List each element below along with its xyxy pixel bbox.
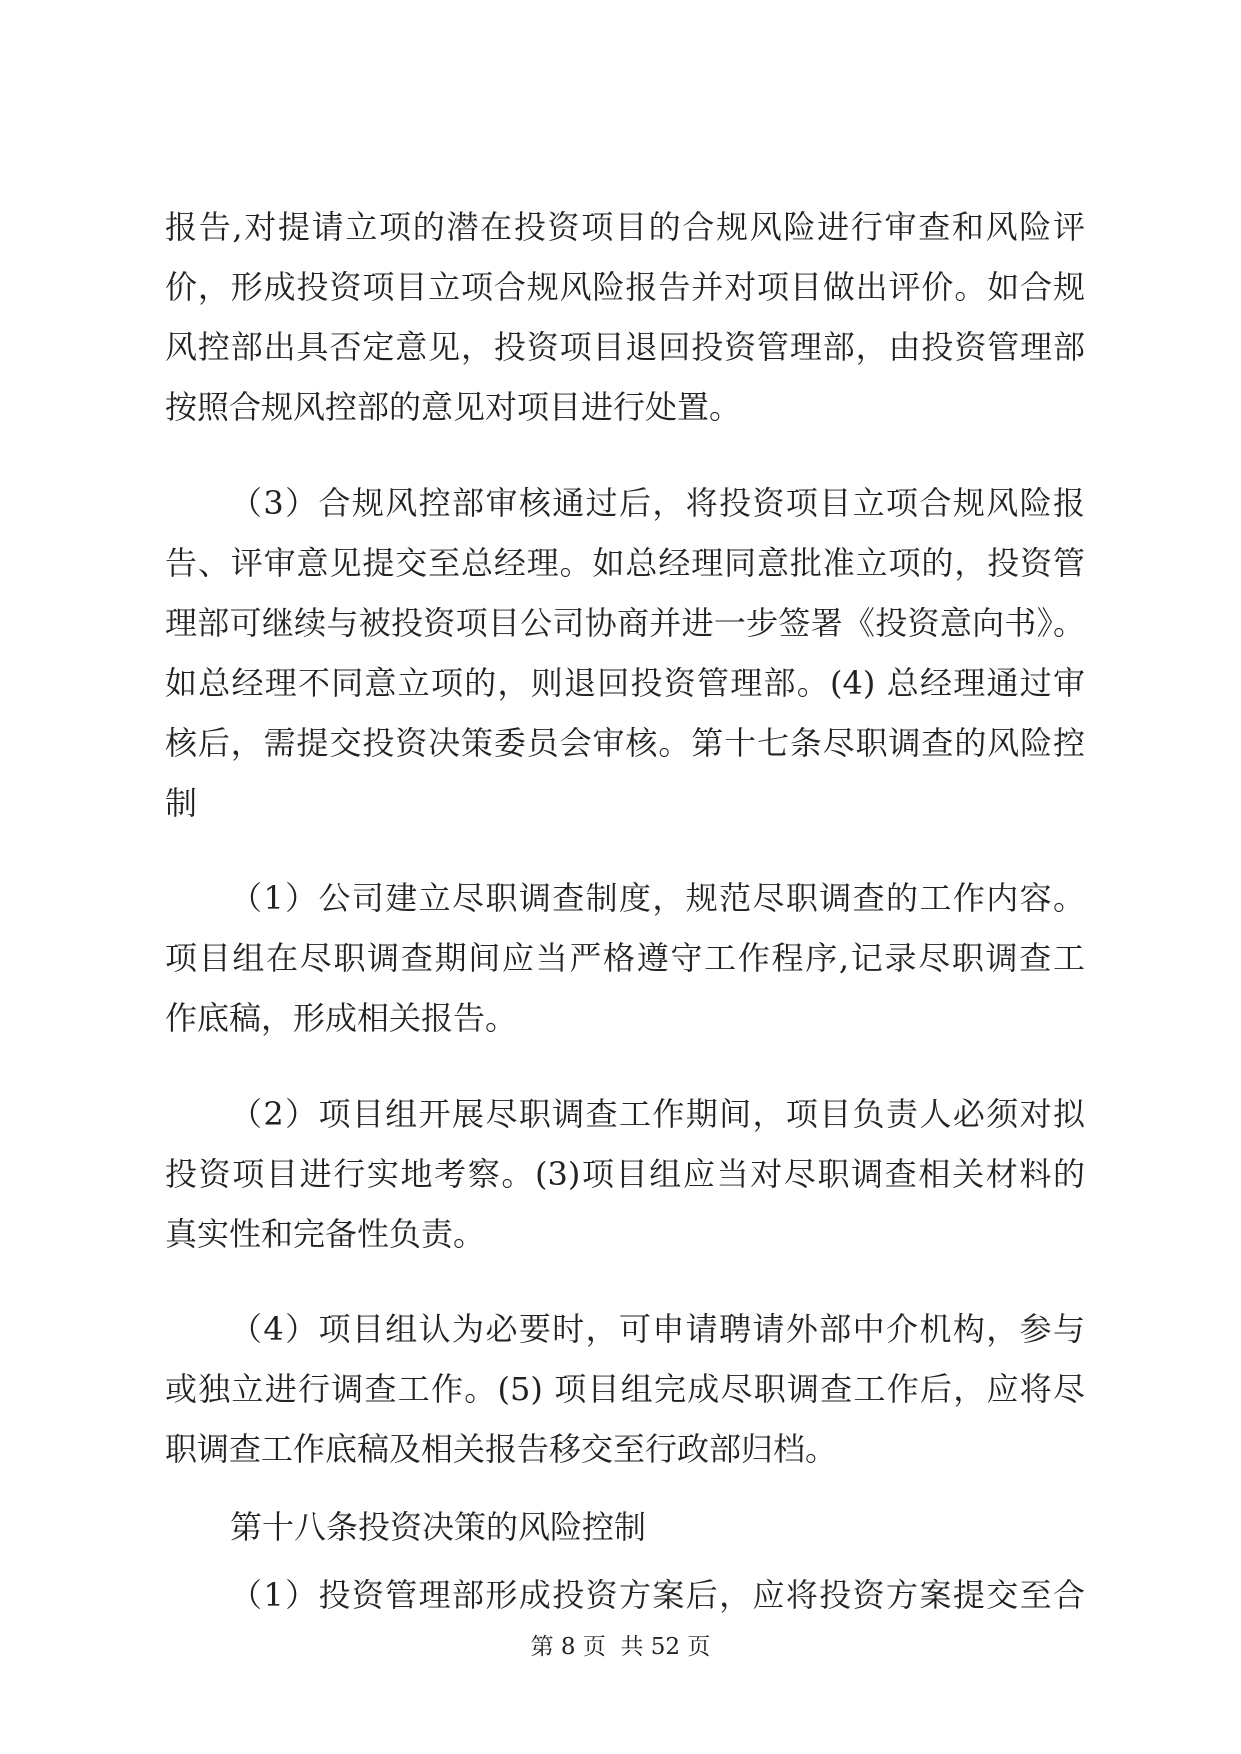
- body-line-17: （4）项目组认为必要时，可申请聘请外部中介机构，参与: [230, 1310, 1085, 1348]
- body-line-2: 价，形成投资项目立项合规风险报告并对项目做出评价。如合规: [165, 268, 1085, 306]
- body-line-9: 核后，需提交投资决策委员会审核。第十七条尽职调查的风险控: [165, 724, 1085, 762]
- article-heading: 第十八条投资决策的风险控制: [230, 1508, 647, 1546]
- body-line-11: （1）公司建立尽职调查制度，规范尽职调查的工作内容。: [230, 879, 1085, 917]
- page-footer: [0, 1632, 1241, 1662]
- body-line-1: 报告,对提请立项的潜在投资项目的合规风险进行审查和风险评: [165, 208, 1085, 246]
- body-line-16: 真实性和完备性负责。: [165, 1215, 486, 1253]
- body-line-10: 制: [165, 784, 198, 822]
- body-line-19: 职调查工作底稿及相关报告移交至行政部归档。: [165, 1430, 838, 1468]
- body-line-21: （1）投资管理部形成投资方案后，应将投资方案提交至合: [230, 1576, 1085, 1614]
- body-line-13: 作底稿，形成相关报告。: [165, 999, 518, 1037]
- body-line-18: 或独立进行调查工作。(5) 项目组完成尽职调查工作后，应将尽: [165, 1370, 1085, 1408]
- body-line-6: 告、评审意见提交至总经理。如总经理同意批准立项的，投资管: [165, 544, 1085, 582]
- body-line-7: 理部可继续与被投资项目公司协商并进一步签署《投资意向书》。: [165, 604, 1085, 642]
- body-line-8: 如总经理不同意立项的，则退回投资管理部。(4) 总经理通过审: [165, 664, 1085, 702]
- body-line-15: 投资项目进行实地考察。(3)项目组应当对尽职调查相关材料的: [165, 1155, 1085, 1193]
- body-line-4: 按照合规风控部的意见对项目进行处置。: [165, 388, 742, 426]
- page-number-label: 第 8 页 共 52 页: [530, 1634, 711, 1660]
- body-line-5: （3）合规风控部审核通过后，将投资项目立项合规风险报: [230, 484, 1085, 522]
- body-line-12: 项目组在尽职调查期间应当严格遵守工作程序,记录尽职调查工: [165, 939, 1085, 977]
- body-line-14: （2）项目组开展尽职调查工作期间，项目负责人必须对拟: [230, 1095, 1085, 1133]
- body-line-3: 风控部出具否定意见，投资项目退回投资管理部，由投资管理部: [165, 328, 1085, 366]
